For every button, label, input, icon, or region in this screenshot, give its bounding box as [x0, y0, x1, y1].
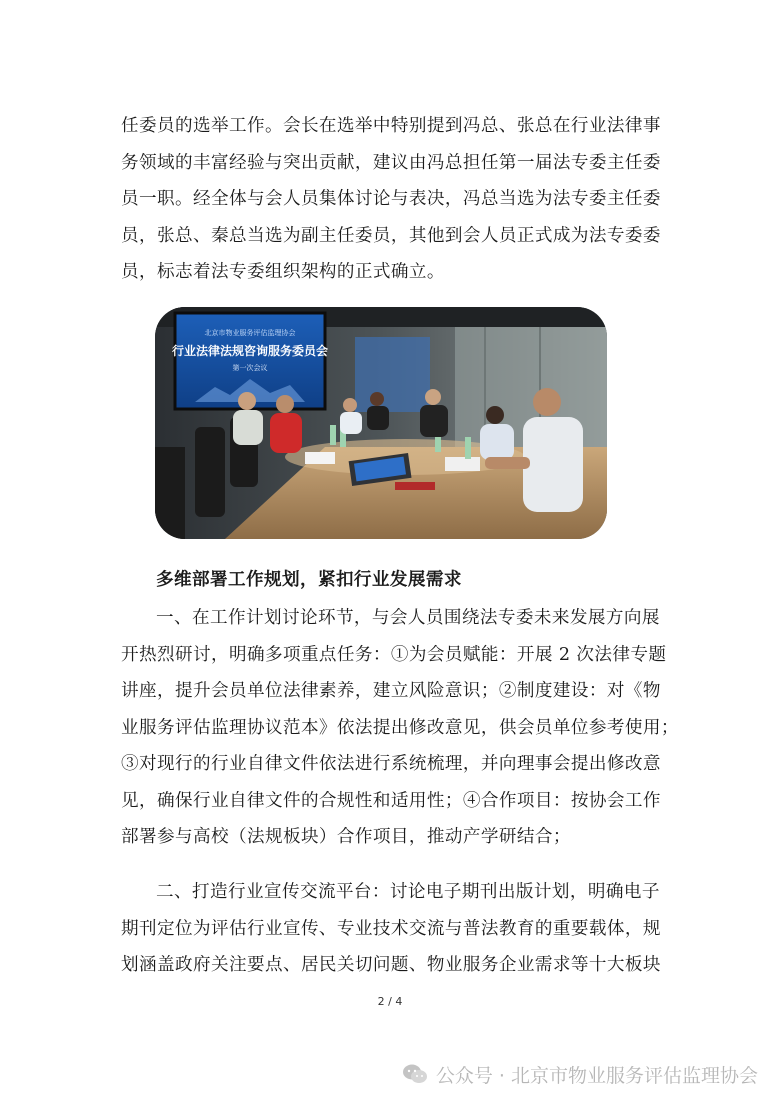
- wechat-icon: [402, 1063, 428, 1085]
- text-line: 开热烈研讨，明确多项重点任务：①为会员赋能：开展 2 次法律专题: [121, 644, 667, 665]
- text-line: 任委员的选举工作。会长在选举中特别提到冯总、张总在行业法律事: [121, 116, 661, 136]
- paragraph-publicity-platform: [121, 874, 661, 984]
- paragraph-election: [121, 108, 661, 291]
- text-line: 二、打造行业宣传交流平台：讨论电子期刊出版计划，明确电子: [156, 882, 660, 902]
- page-number: 2 / 4: [377, 995, 403, 1008]
- text-line: 划涵盖政府关注要点、居民关切问题、物业服务企业需求等十大板块: [121, 955, 661, 975]
- text-line: 见，确保行业自律文件的合规性和适用性；④合作项目：按协会工作: [121, 790, 661, 811]
- paragraph-work-plan: [121, 600, 679, 856]
- text-line: 员，标志着法专委组织架构的正式确立。: [121, 262, 445, 282]
- screen-title-text: 行业法律法规咨询服务委员会: [171, 344, 329, 358]
- text-line: 部署参与高校（法规板块）合作项目，推动产学研结合；: [121, 827, 571, 847]
- footer-watermark: [402, 1060, 758, 1088]
- screen-subtitle-text: 第一次会议: [232, 364, 268, 372]
- text-line: 业服务评估监理协议范本》依法提出修改意见，供会员单位参考使用；: [121, 717, 679, 738]
- screen-small-text: 北京市物业服务评估监理协会: [204, 329, 296, 337]
- text-line: 讲座，提升会员单位法律素养，建立风险意识；②制度建设：对《物: [121, 681, 661, 701]
- text-line: 期刊定位为评估行业宣传、专业技术交流与普法教育的重要载体，规: [121, 918, 661, 939]
- footer-text: 公众号 · 北京市物业服务评估监理协会: [435, 1064, 758, 1087]
- text-line: ③对现行的行业自律文件依法进行系统梳理，并向理事会提出修改意: [121, 754, 661, 774]
- text-line: 员，张总、秦总当选为副主任委员，其他到会人员正式成为法专委委: [121, 225, 661, 246]
- text-line: 员一职。经全体与会人员集体讨论与表决，冯总当选为法专委主任委: [121, 189, 661, 209]
- text-line: 务领域的丰富经验与突出贡献，建议由冯总担任第一届法专委主任委: [121, 152, 661, 173]
- meeting-photo: [155, 307, 607, 539]
- text-line: 一、在工作计划讨论环节，与会人员围绕法专委未来发展方向展: [156, 608, 660, 628]
- section-heading: 多维部署工作规划，紧扣行业发展需求: [156, 569, 462, 590]
